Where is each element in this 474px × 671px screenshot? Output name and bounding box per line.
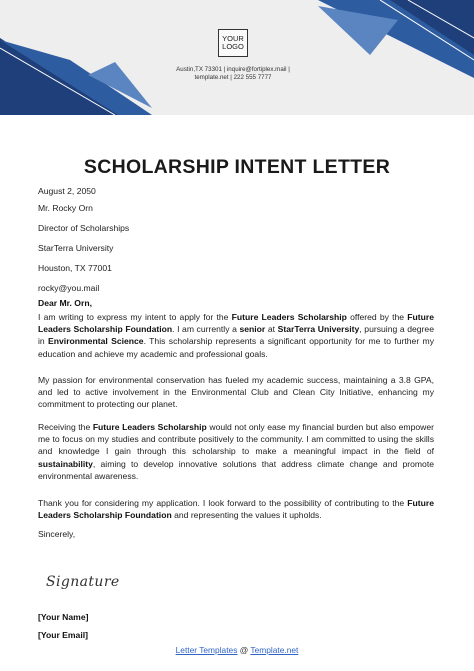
p3-scholarship-name: Future Leaders Scholarship [92,422,207,432]
p1-text: , pursuing a degree in [38,324,434,347]
template-net-link[interactable]: Template.net [250,645,299,655]
p1-degree: Environmental Science [48,336,144,347]
contact-line-2: template.net | 222 555 7777 [194,74,272,82]
p1-text: I am writing to express my intent to apply for the [38,312,232,322]
recipient-organization: StarTerra University [38,243,114,253]
p1-text: offered by the [346,312,408,322]
p1-text: . This scholarship represents a significant opportunity for me to further my education and achieve my academic and professional goals. [38,336,434,359]
paragraph-2: My passion for environmental conservation has fueled my academic success, maintaining a 3.8 GPA, and led to active involvement in the Environmental Club and Clean City Initiative, enhancing my commitment to protecting our planet. [38,375,434,410]
recipient-email: rocky@you.mail [38,283,100,293]
p1-scholarship-name: Future Leaders Scholarship [231,312,347,322]
recipient-name: Mr. Rocky Orn [38,203,93,213]
sender-email: [Your Email] [38,630,88,640]
letter-templates-link[interactable]: Letter Templates [175,645,238,655]
footer-separator: @ [237,645,251,655]
recipient-title: Director of Scholarships [38,223,130,233]
p4-text: and representing the values it upholds. [171,510,322,521]
logo-text: YOUR LOGO [222,34,244,51]
signature: Signature [46,574,120,590]
letter-title: SCHOLARSHIP INTENT LETTER [83,156,391,178]
header-decoration [0,0,474,115]
p3-text: would not only ease my financial burden but also empower me to focus on my studies and contribute positively to the community. I am committed to using the skills and knowledge I gain through this scholarship to make a meaningful impact in the field of [38,422,434,457]
sender-name: [Your Name] [38,612,89,622]
salutation: Dear Mr. Orn, [38,298,92,308]
header-band [0,0,474,115]
paragraph-3 [38,421,434,482]
p1-text: . I am currently a [172,324,240,335]
p1-university: StarTerra University [277,324,360,335]
paragraph-1 [38,311,434,360]
p3-text: Receiving the [38,422,93,432]
p1-year: senior [239,324,266,335]
p1-text: at [265,324,278,335]
closing: Sincerely, [38,529,76,539]
p4-text: Thank you for considering my application. I look forward to the possibility of contributing to the [38,498,408,508]
p1-foundation-name: Future Leaders Scholarship Foundation [38,312,434,335]
recipient-city: Houston, TX 77001 [38,263,112,273]
logo-placeholder [218,29,248,57]
p4-foundation-name: Future Leaders Scholarship Foundation [38,498,434,521]
p3-text: , aiming to develop innovative solutions that address climate change and promote environmental awareness. [38,458,434,481]
footer [0,645,474,655]
paragraph-4 [38,497,434,521]
contact-info [150,66,316,83]
p3-field: sustainability [38,458,93,469]
letter-date: August 2, 2050 [38,186,96,196]
contact-line-1: Austin,TX 73301 | inquire@fortiplex.mail | [176,66,290,73]
